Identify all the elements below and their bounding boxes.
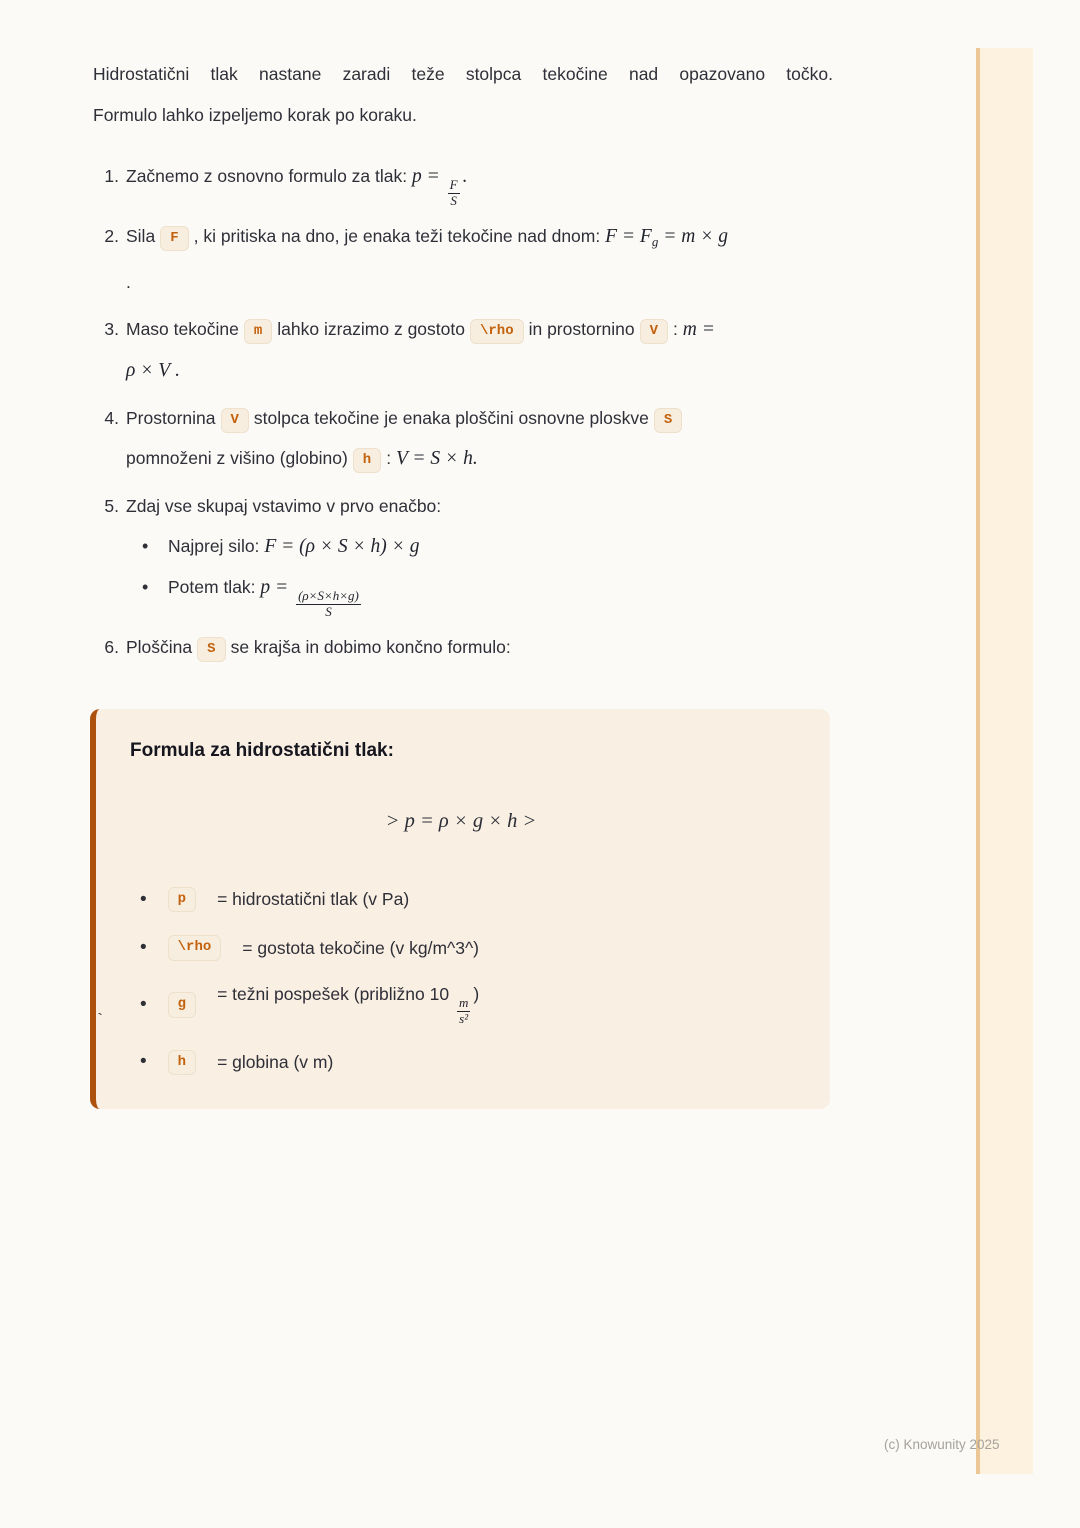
step-text: Ploščina bbox=[126, 636, 193, 657]
step-body bbox=[126, 486, 833, 620]
variable-description: = hidrostatični tlak (v Pa) bbox=[217, 889, 410, 909]
step-text: Prostornina bbox=[126, 407, 216, 428]
bullet-dot: • bbox=[140, 937, 147, 958]
variable-definition-h bbox=[130, 1050, 792, 1076]
list-item-step-2 bbox=[93, 216, 833, 302]
math-part: = m × g bbox=[658, 225, 728, 247]
step-line-1 bbox=[126, 398, 833, 438]
inline-code-badge-rho: \rho bbox=[470, 319, 524, 345]
list-item-step-3 bbox=[93, 309, 833, 391]
step-text: in prostornino bbox=[528, 318, 635, 339]
sentence-period: . bbox=[175, 359, 180, 381]
formula-volume: V = S × h. bbox=[395, 447, 478, 469]
hydrostatic-pressure-formula: > p = ρ × g × h > bbox=[385, 809, 537, 832]
bullet-label: Potem tlak: bbox=[168, 576, 256, 597]
step-text: lahko izrazimo z gostoto bbox=[277, 318, 465, 339]
inline-code-badge-F: F bbox=[160, 226, 188, 252]
step-body bbox=[126, 627, 833, 667]
step-body bbox=[126, 398, 833, 479]
fraction-denominator: S bbox=[450, 192, 457, 208]
variable-definition-p bbox=[130, 887, 792, 913]
step-number: 5. bbox=[104, 495, 119, 516]
stray-backtick-character: ` bbox=[95, 1012, 106, 1031]
fraction-m-over-s2 bbox=[457, 996, 470, 1027]
inline-code-badge-h: h bbox=[168, 1050, 196, 1076]
step-text: se krajša in dobimo končno formulo: bbox=[230, 636, 511, 657]
variable-description: = gostota tekočine (v kg/m^3^) bbox=[242, 937, 480, 958]
bullet-dot: • bbox=[142, 576, 149, 597]
step-number: 6. bbox=[104, 636, 119, 657]
derivation-steps-list bbox=[93, 156, 833, 667]
sentence-period: . bbox=[126, 271, 131, 292]
step-text: , ki pritiska na dno, je enaka teži tekočine nad dnom: bbox=[193, 225, 601, 246]
inline-code-badge-S: S bbox=[654, 408, 682, 434]
list-item-step-5 bbox=[93, 486, 833, 620]
bullet-label: Najprej silo: bbox=[168, 535, 260, 556]
formula-mass-lhs: m = bbox=[682, 318, 715, 340]
step-line-2 bbox=[126, 262, 833, 302]
document-body bbox=[93, 54, 833, 1109]
step-line-2 bbox=[126, 350, 833, 391]
variable-definition-rho bbox=[130, 935, 792, 961]
list-item-step-4 bbox=[93, 398, 833, 479]
math-subscript: g bbox=[651, 233, 659, 249]
fraction-denominator: s² bbox=[459, 1010, 469, 1026]
bullet-dot: • bbox=[140, 888, 147, 910]
formula-basic-pressure bbox=[411, 166, 468, 208]
fraction-denominator: S bbox=[325, 603, 332, 619]
step-text: Sila bbox=[126, 225, 156, 246]
list-item-step-6 bbox=[93, 627, 833, 667]
variable-definition-g bbox=[130, 984, 792, 1027]
inline-code-badge-S: S bbox=[197, 637, 225, 663]
step-line-1 bbox=[126, 216, 833, 262]
step-text: : bbox=[673, 318, 678, 339]
step-text: Zdaj vse skupaj vstavimo v prvo enačbo: bbox=[126, 495, 442, 516]
sub-bullet-list bbox=[142, 526, 833, 620]
variable-description bbox=[217, 984, 479, 1027]
formula-force-weight bbox=[605, 226, 728, 247]
inline-code-badge-m: m bbox=[244, 319, 272, 345]
fraction-numerator: F bbox=[449, 177, 458, 192]
fraction-F-over-S bbox=[448, 178, 460, 209]
variable-description: = globina (v m) bbox=[217, 1051, 334, 1072]
step-text: Maso tekočine bbox=[126, 318, 239, 339]
description-text: = težni pospešek (približno 10 bbox=[217, 983, 450, 1004]
step-text: pomnoženi z višino (globino) bbox=[126, 447, 348, 468]
math-lhs: p = bbox=[411, 166, 440, 187]
step-number: 1. bbox=[104, 166, 119, 186]
bullet-dot: • bbox=[142, 535, 149, 556]
step-number: 3. bbox=[104, 318, 119, 339]
inline-code-badge-h: h bbox=[353, 448, 381, 474]
inline-code-badge-g: g bbox=[168, 992, 196, 1018]
step-line-1 bbox=[126, 309, 833, 350]
fraction-numerator: (ρ×S×h×g) bbox=[298, 587, 359, 603]
bullet-dot: • bbox=[140, 1051, 147, 1073]
step-text: Začnemo z osnovno formulo za tlak: bbox=[126, 166, 408, 186]
formula-callout-box bbox=[90, 709, 830, 1109]
description-text: ) bbox=[473, 983, 480, 1004]
step-body bbox=[126, 156, 833, 209]
copyright-watermark: (c) Knowunity 2025 bbox=[884, 1437, 1000, 1452]
intro-paragraph bbox=[93, 54, 833, 136]
sentence-period: . bbox=[462, 166, 468, 187]
step-text: : bbox=[386, 447, 392, 468]
step-text: stolpca tekočine je enaka ploščini osnovne ploskve bbox=[253, 407, 649, 428]
bullet-dot: • bbox=[140, 994, 147, 1016]
sub-bullet-force bbox=[142, 526, 833, 567]
formula-force-expanded: F = (ρ × S × h) × g bbox=[264, 535, 420, 557]
step-number: 2. bbox=[104, 225, 119, 246]
step-body bbox=[126, 216, 833, 302]
inline-code-badge-V: V bbox=[221, 408, 249, 434]
inline-code-badge-V: V bbox=[640, 319, 668, 345]
page-edge-decoration-stripe bbox=[976, 48, 1033, 1474]
callout-title: Formula za hidrostatični tlak: bbox=[130, 739, 394, 761]
fraction-numerator: m bbox=[458, 994, 469, 1010]
sub-bullet-pressure bbox=[142, 567, 833, 620]
step-line-2 bbox=[126, 438, 833, 479]
math-lhs: p = bbox=[260, 576, 289, 598]
intro-line-2: Formulo lahko izpeljemo korak po koraku. bbox=[93, 105, 417, 125]
math-part: F = F bbox=[605, 225, 652, 247]
formula-mass-rhs: ρ × V bbox=[126, 359, 171, 381]
intro-line-1: Hidrostatični tlak nastane zaradi teže stolpca tekočine nad opazovano točko. bbox=[93, 64, 833, 84]
fraction-m-over-s2-wrap bbox=[454, 984, 473, 1026]
formula-pressure-expanded bbox=[260, 568, 363, 620]
step-body bbox=[126, 309, 833, 391]
inline-code-badge-p: p bbox=[168, 887, 196, 913]
list-item-step-1 bbox=[93, 156, 833, 209]
inline-code-badge-rho: \rho bbox=[168, 935, 222, 961]
step-number: 4. bbox=[104, 407, 119, 428]
fraction-rho-S-h-g-over-S bbox=[296, 589, 361, 620]
